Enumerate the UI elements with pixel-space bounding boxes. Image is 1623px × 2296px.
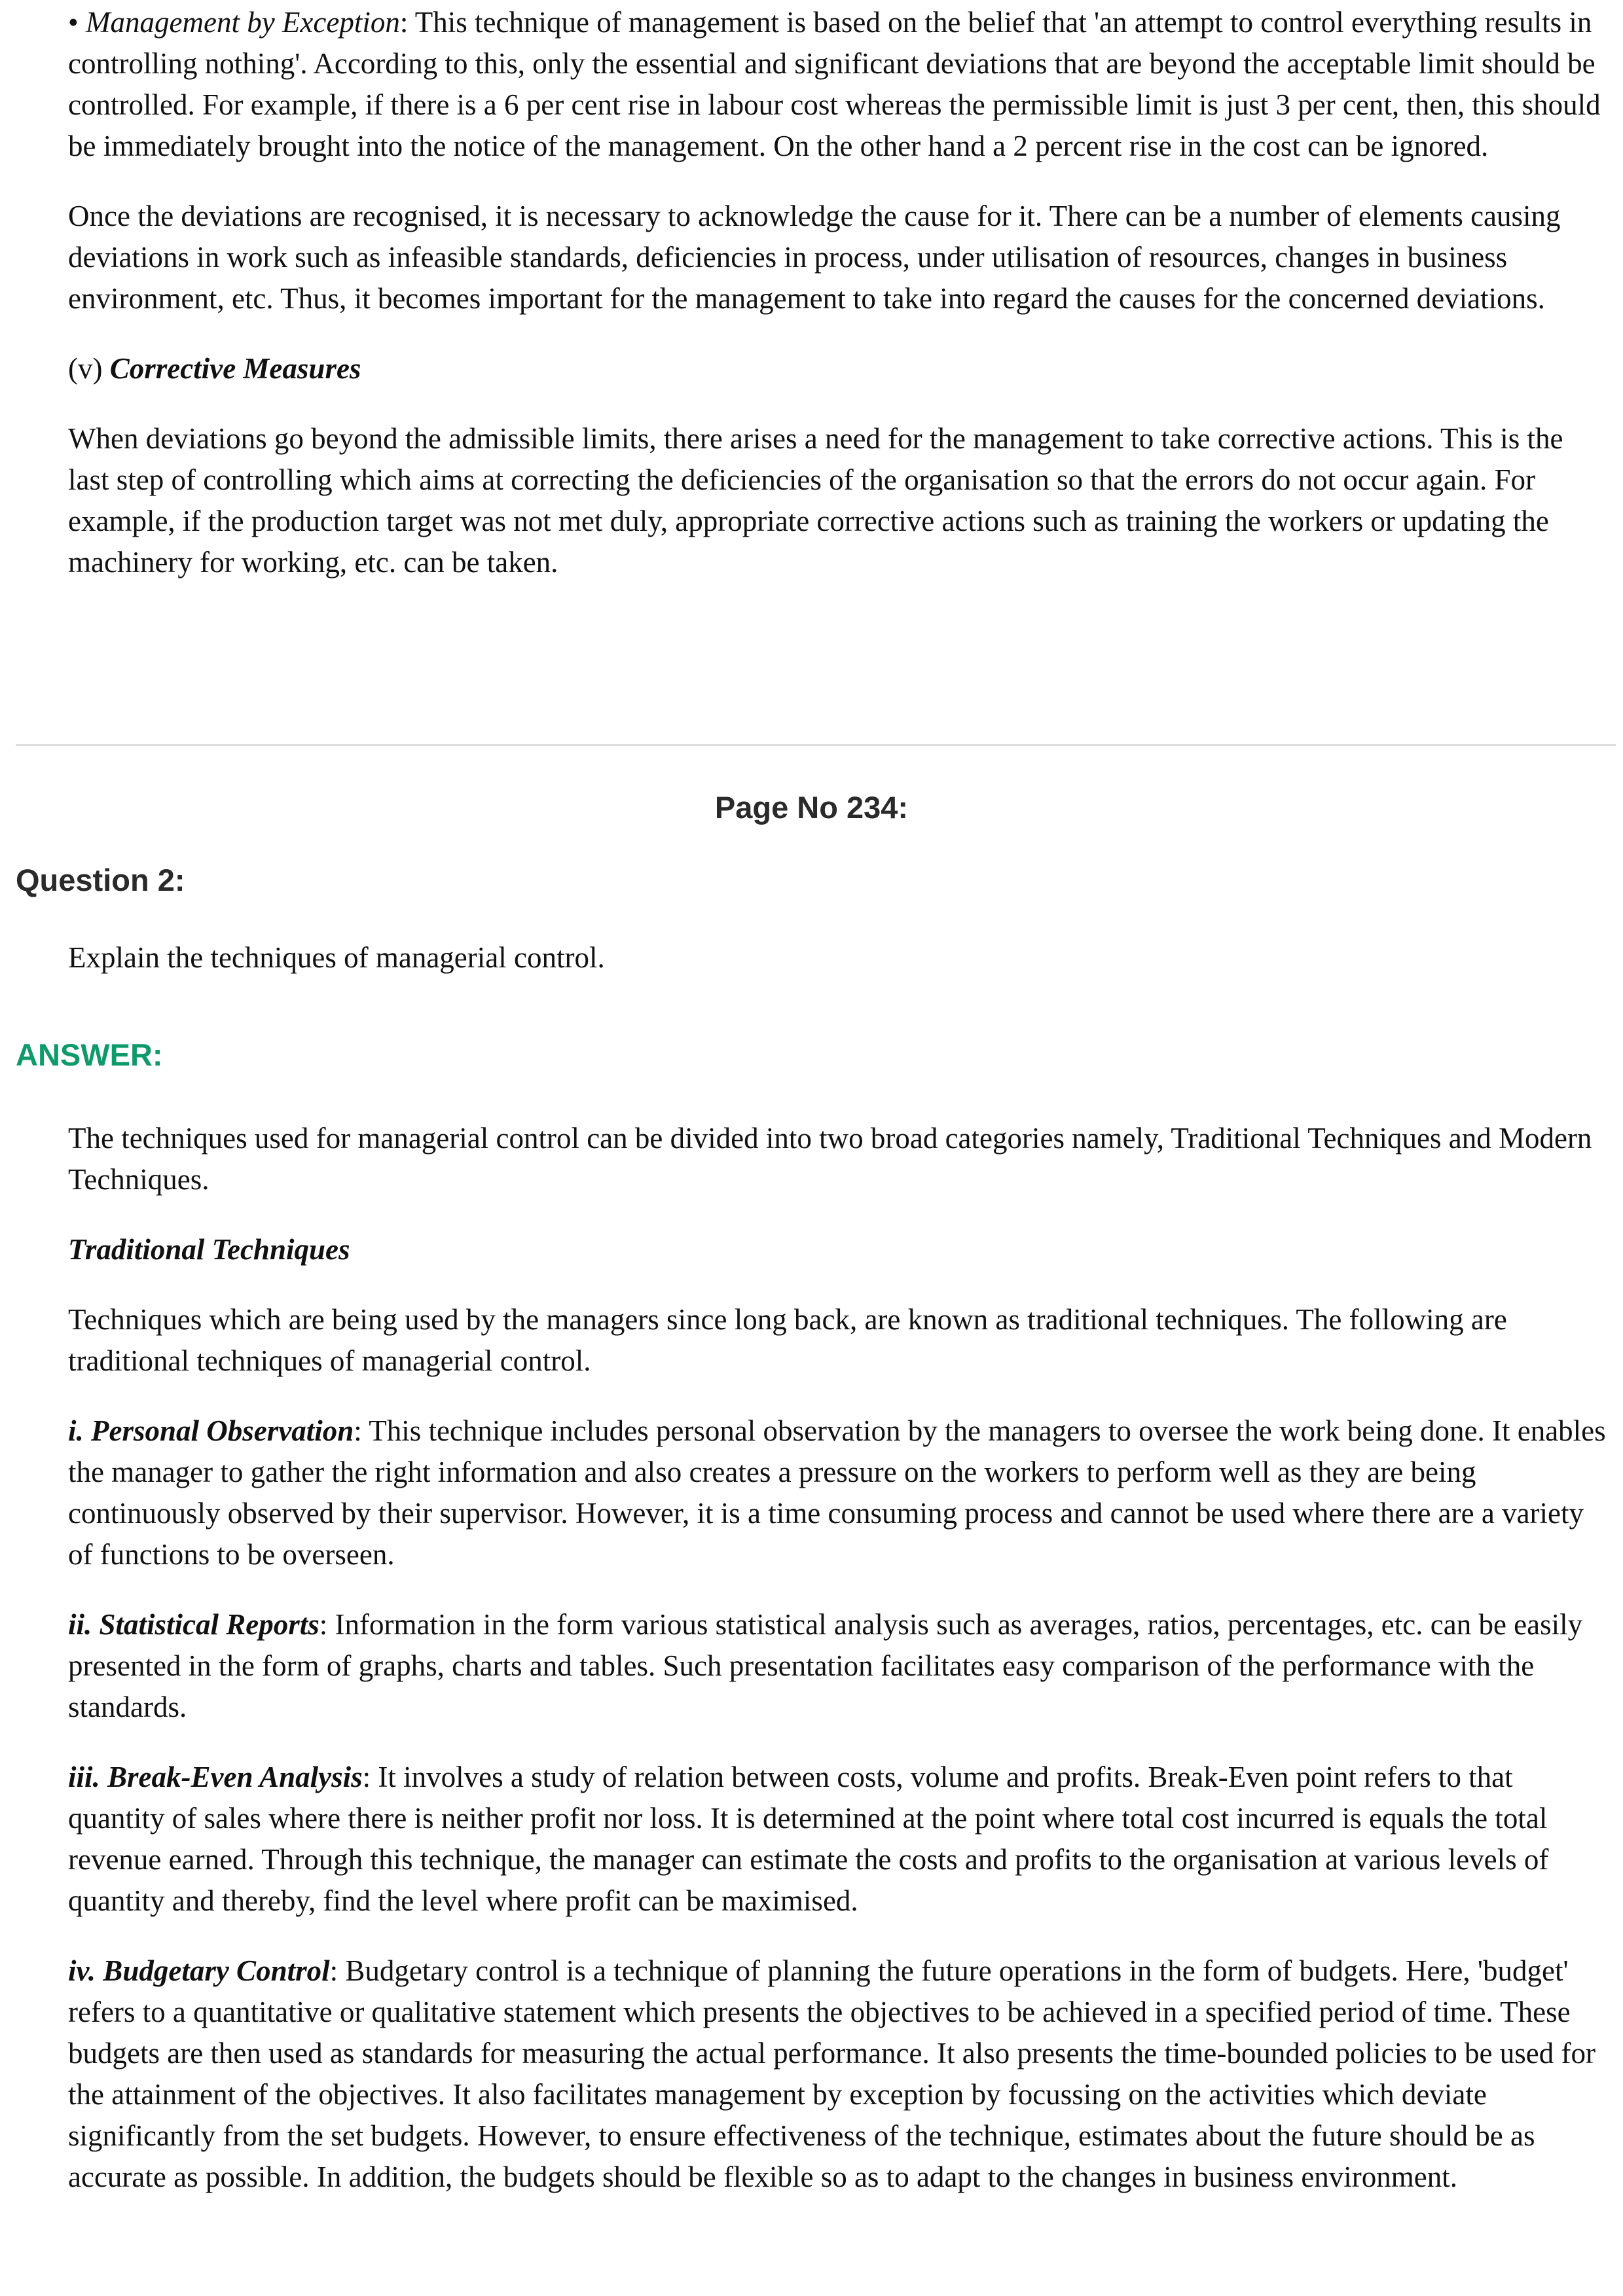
answer-body: [0, 1118, 1623, 2227]
corrective-measures-paragraph: When deviations go beyond the admissible limits, there arises a need for the management to take corrective actions. This is the last step of controlling which aims at correcting the deficiencies of the organisation so that the errors do not occur again. For example, if the production target was not met duly, appropriate corrective actions such as training the workers or updating the machinery for working, etc. can be taken.: [68, 422, 1563, 579]
page-number-heading: Page No 234:: [714, 790, 909, 825]
previous-answer-continuation: [0, 2, 1623, 612]
technique-statistical-reports: [68, 1604, 1610, 1728]
technique-text: : This technique includes personal observation by the managers to oversee the work being done. It enables the manager to gather the right information and also creates a pressure on the workers to perform well as they are being continuously observed by their supervisor. However, it is a time consuming process and cannot be used where there are a variety of functions to be overseen.: [68, 1414, 1606, 1571]
technique-title: ii. Statistical Reports: [68, 1608, 319, 1641]
question-label: Question 2:: [16, 863, 185, 897]
technique-text: : Information in the form various statistical analysis such as averages, ratios, percentages, etc. can be easily presented in the form of graphs, charts and tables. Such presentation facilitates easy comparison of the performance with the standards.: [68, 1608, 1583, 1723]
paragraph-text: : This technique of management is based on the belief that 'an attempt to control everything results in controlling nothing'. According to this, only the essential and significant deviations that are beyond the acceptable limit should be controlled. For example, if there is a 6 per cent rise in labour cost whereas the permissible limit is just 3 per cent, then, this should be immediately brought into the notice of the management. On the other hand a 2 percent rise in the cost can be ignored.: [68, 6, 1601, 162]
step-numeral: (v): [68, 352, 110, 385]
term-management-by-exception: Management by Exception: [86, 6, 400, 39]
traditional-techniques-heading: [68, 1229, 1610, 1270]
subheading-text: Traditional Techniques: [68, 1233, 350, 1266]
technique-personal-observation: [68, 1410, 1610, 1575]
answer-label: ANSWER:: [16, 1037, 163, 1072]
bullet: •: [68, 6, 79, 39]
question-text: Explain the techniques of managerial control.: [68, 941, 605, 974]
technique-text: : It involves a study of relation between costs, volume and profits. Break-Even point refers to that quantity of sales where there is neither profit nor loss. It is determined at the point where total cost incurred is equals the total revenue earned. Through this technique, the manager can estimate the costs and profits to the organisation at various levels of quantity and thereby, find the level where profit can be maximised.: [68, 1761, 1549, 1917]
step-title: Corrective Measures: [109, 352, 361, 385]
management-by-exception-paragraph: [68, 2, 1610, 167]
traditional-techniques-intro: Techniques which are being used by the managers since long back, are known as traditional techniques. The following are traditional techniques of managerial control.: [68, 1303, 1507, 1377]
corrective-measures-heading: [68, 348, 1610, 389]
section-divider: [16, 744, 1616, 746]
deviation-causes-paragraph: Once the deviations are recognised, it is necessary to acknowledge the cause for it. There can be a number of elements causing deviations in work such as infeasible standards, deficiencies in process, under utilisation of resources, changes in business environment, etc. Thus, it becomes important for the management to take into regard the causes for the concerned deviations.: [68, 200, 1561, 315]
technique-break-even-analysis: [68, 1757, 1610, 1922]
technique-text: : Budgetary control is a technique of planning the future operations in the form of budgets. Here, 'budget' refers to a quantitative or qualitative statement which presents the objectives to be achieved in a specified period of time. These budgets are then used as standards for measuring the actual performance. It also presents the time-bounded policies to be used for the attainment of the objectives. It also facilitates management by exception by focussing on the activities which deviate significantly from the set budgets. However, to ensure effectiveness of the technique, estimates about the future should be as accurate as possible. In addition, the budgets should be flexible so as to adapt to the changes in business environment.: [68, 1954, 1596, 2193]
technique-title: iv. Budgetary Control: [68, 1954, 330, 1987]
technique-title: i. Personal Observation: [68, 1414, 354, 1447]
technique-budgetary-control: [68, 1950, 1610, 2198]
answer-intro: The techniques used for managerial control can be divided into two broad categories namely, Traditional Techniques and Modern Techniques.: [68, 1122, 1592, 1196]
technique-title: iii. Break-Even Analysis: [68, 1761, 363, 1793]
